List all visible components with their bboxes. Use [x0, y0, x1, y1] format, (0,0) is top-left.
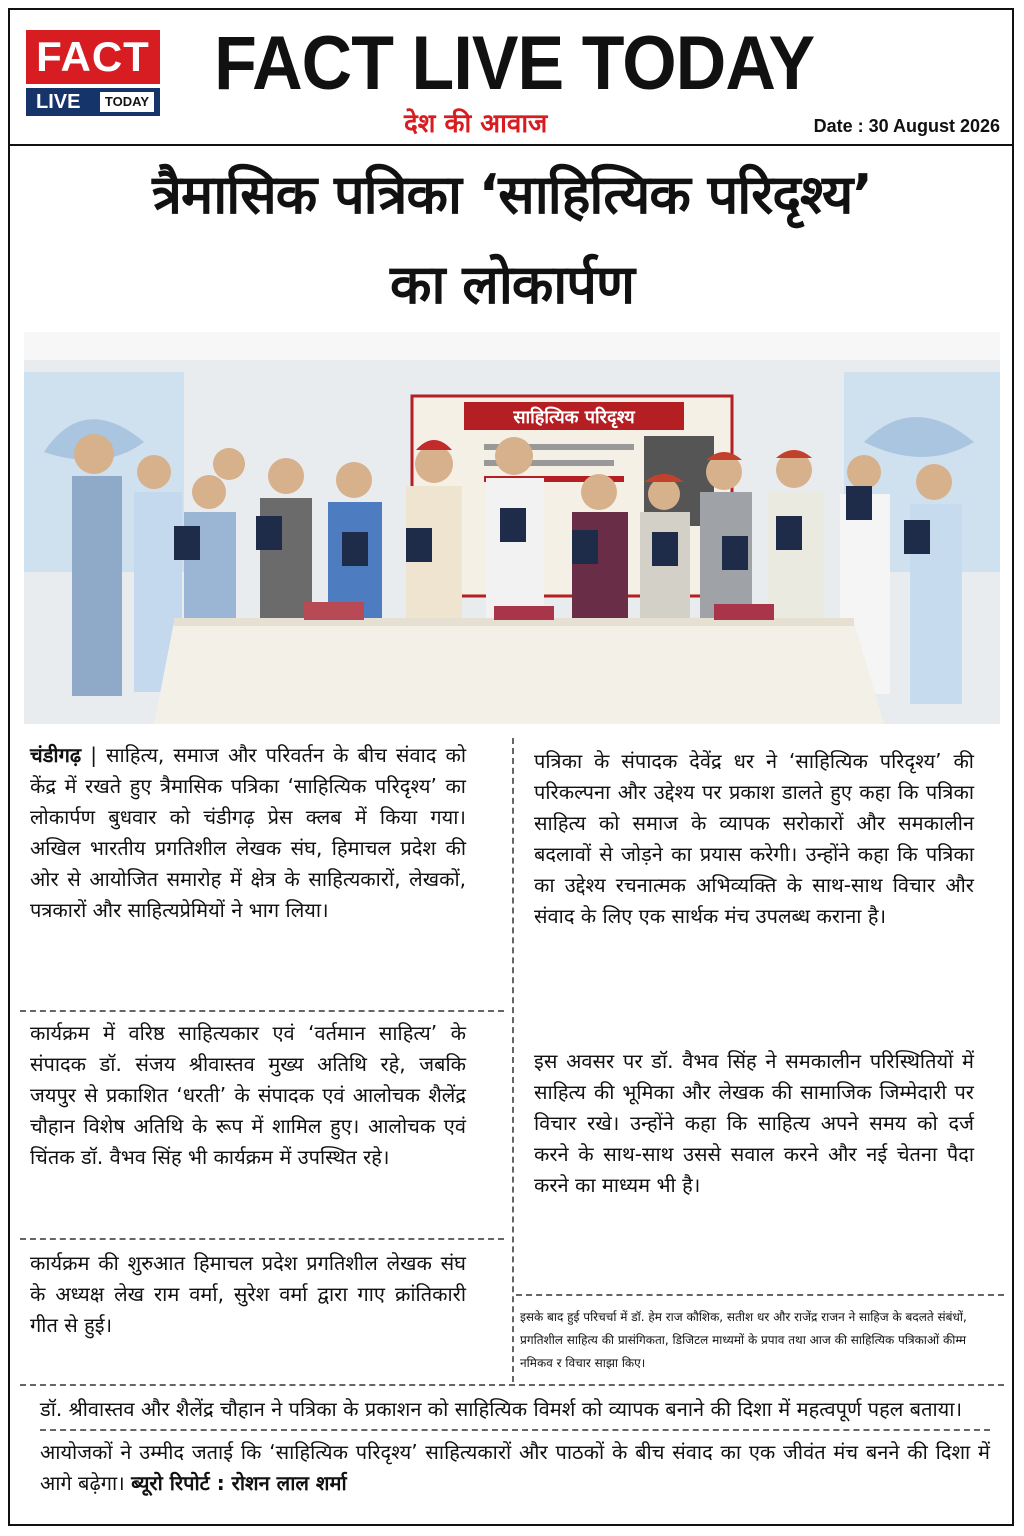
- logo-fact-text: FACT: [26, 30, 160, 84]
- photo-illustration: [24, 332, 1000, 724]
- paragraph-1-text: | साहित्य, समाज और परिवर्तन के बीच संवाद को केंद्र में रखते हुए त्रैमासिक पत्रिका ‘साहित्यिक परिदृश्य’ का लोकार्पण बुधवार को चंडीगढ़ प्रेस क्लब में किया गया। अखिल भारतीय प्रगतिशील लेखक संघ, हिमाचल प्रदेश की ओर से आयोजित समारोह में क्षेत्र के साहित्यकारों, लेखकों, पत्रकारों और साहित्यप्रेमियों ने भाग लिया।: [30, 743, 466, 922]
- banner-title: साहित्यिक परिदृश्य: [513, 407, 635, 428]
- divider: [40, 1429, 990, 1431]
- paragraph-4-text: पत्रिका के संपादक देवेंद्र धर ने ‘साहित्यिक परिदृश्य’ की परिकल्पना और उद्देश्य पर प्रकाश डालते हुए कहा कि पत्रिका साहित्य को समाज के व्यापक सरोकारों और समकालीन बदलावों से जोड़ने का प्रयास करेगी। उन्होंने कहा कि पत्रिका का उद्देश्य रचनात्मक अभिव्यक्ति के साथ-साथ विचार और संवाद के लिए एक सार्थक मंच उपलब्ध कराना है।: [534, 749, 974, 928]
- article-paragraph-1: [30, 740, 466, 926]
- paragraph-2-text: कार्यक्रम में वरिष्ठ साहित्यकार एवं ‘वर्तमान साहित्य’ के संपादक डॉ. संजय श्रीवास्तव मुख्य अतिथि रहे, जबकि जयपुर से प्रकाशित ‘धरती’ के संपादक एवं आलोचक शैलेंद्र चौहान विशेष अतिथि के रूप में शामिल हुए। आलोचक एवं चिंतक डॉ. वैभव सिंह भी कार्यक्रम में उपस्थित रहे।: [30, 1021, 466, 1169]
- article-paragraph-2: [30, 1018, 466, 1173]
- article-paragraph-4: [534, 746, 974, 932]
- article-bottom: [40, 1394, 990, 1503]
- brand-logo[interactable]: [26, 30, 160, 128]
- paragraph-8-text: आयोजकों ने उम्मीद जताई कि ‘साहित्यिक परिदृश्य’ साहित्यकारों और पाठकों के बीच संवाद का एक जीवंत मंच बनने की दिशा में आगे बढ़ेगा।: [40, 1440, 990, 1495]
- logo-bar: [26, 88, 160, 116]
- article-paragraph-3: [30, 1248, 466, 1341]
- headline: [10, 150, 1014, 330]
- paragraph-3-text: कार्यक्रम की शुरुआत हिमाचल प्रदेश प्रगतिशील लेखक संघ के अध्यक्ष लेख राम वर्मा, सुरेश वर्मा द्वारा गाए क्रांतिकारी गीत से हुई।: [30, 1251, 466, 1337]
- paragraph-7-text: डॉ. श्रीवास्तव और शैलेंद्र चौहान ने पत्रिका के प्रकाशन को साहित्यिक विमर्श को व्यापक बनाने की दिशा में महत्वपूर्ण पहल बताया।: [40, 1397, 963, 1421]
- article-paragraph-5: [534, 1046, 974, 1201]
- divider: [20, 1384, 1004, 1386]
- paper-name: FACT LIVE TODAY: [214, 21, 815, 106]
- dateline: चंडीगढ़: [30, 743, 82, 767]
- logo-today-text: TODAY: [100, 92, 154, 112]
- divider: [20, 1238, 504, 1240]
- paragraph-5-text: इस अवसर पर डॉ. वैभव सिंह ने समकालीन परिस्थितियों में साहित्य की भूमिका और लेखक की सामाजिक जिम्मेदारी पर विचार रखे। उन्होंने कहा कि साहित्य अपने समय को दर्ज करने के साथ-साथ उससे सवाल करने और नई चेतना पैदा करने का माध्यम भी है।: [534, 1049, 974, 1197]
- headline-line-1: त्रैमासिक पत्रिका ‘साहित्यिक परिदृश्य’: [152, 163, 872, 226]
- divider: [516, 1294, 1004, 1296]
- article-paragraph-6: [520, 1306, 980, 1375]
- event-photo: [24, 332, 1000, 724]
- byline: ब्यूरो रिपोर्ट : रोशन लाल शर्मा: [131, 1471, 347, 1495]
- issue-date: Date : 30 August 2026: [813, 116, 1000, 136]
- paragraph-6-text: इसके बाद हुई परिचर्चा में डॉ. हेम राज कौशिक, सतीश धर और राजेंद्र राजन ने साहिज के बदलते संबंधों, प्रगतिशील साहित्य की प्रासंगिकता, डिजिटल माध्यमों के प्रपाव तथा आज की साहित्यिक पत्रिकाओं कीम्म नमिकव र विचार साझा किए।: [520, 1310, 967, 1370]
- headline-line-2: का लोकार्पण: [389, 253, 635, 316]
- masthead: [10, 10, 1012, 146]
- table: [154, 602, 884, 724]
- divider: [20, 1010, 504, 1012]
- tagline: देश की आवाज: [404, 109, 548, 139]
- logo-live-text: LIVE: [36, 91, 81, 113]
- column-divider: [512, 738, 514, 1382]
